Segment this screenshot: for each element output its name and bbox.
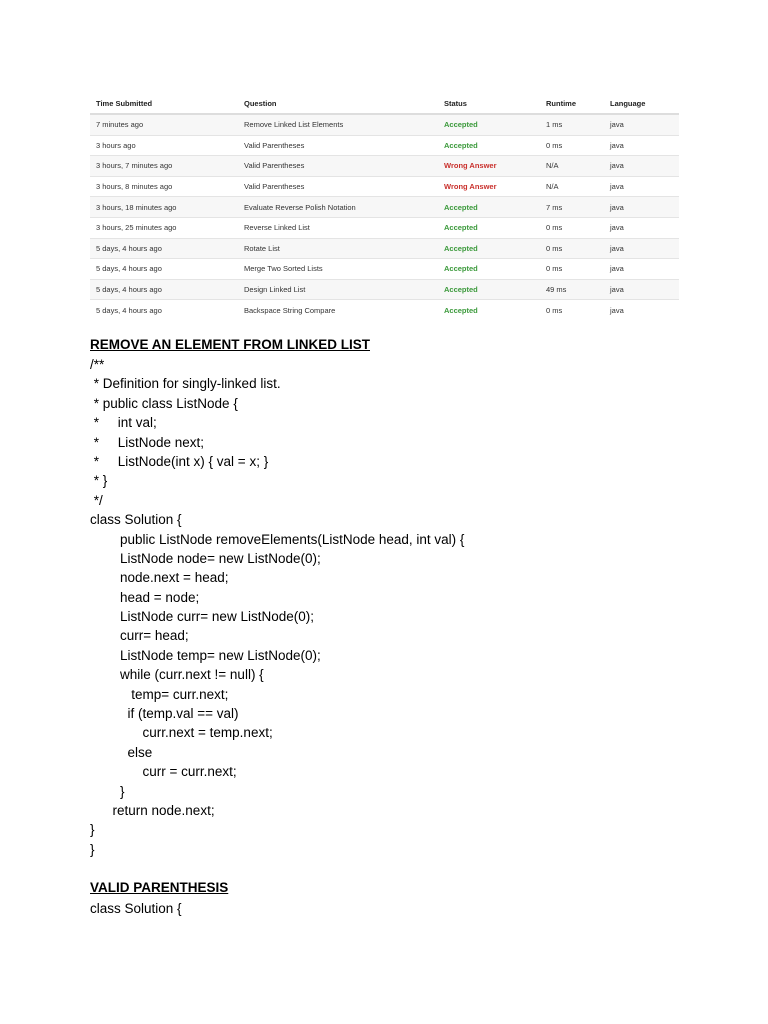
code-line: node.next = head; xyxy=(90,570,229,586)
cell-language: java xyxy=(604,259,679,280)
code-line: /** xyxy=(90,357,105,372)
cell-time-submitted: 3 hours, 25 minutes ago xyxy=(90,217,238,238)
cell-language: java xyxy=(604,300,679,320)
cell-language: java xyxy=(604,238,679,259)
code-line: class Solution { xyxy=(90,901,182,916)
section-heading-remove-element: REMOVE AN ELEMENT FROM LINKED LIST xyxy=(90,337,370,352)
code-line: class Solution { xyxy=(90,512,182,528)
code-line: else xyxy=(90,744,153,760)
cell-question-link[interactable]: Rotate List xyxy=(238,238,438,259)
table-row xyxy=(90,135,679,156)
code-line: head = node; xyxy=(90,589,200,605)
cell-runtime: 1 ms xyxy=(540,114,604,135)
cell-runtime: 0 ms xyxy=(540,135,604,156)
column-header-status: Status xyxy=(438,94,540,114)
code-block-remove-elements xyxy=(90,355,464,859)
cell-time-submitted: 7 minutes ago xyxy=(90,114,238,135)
code-line: * int val; xyxy=(90,415,157,431)
code-line: ListNode curr= new ListNode(0); xyxy=(90,609,314,625)
code-line: * Definition for singly-linked list. xyxy=(90,376,281,392)
table-row xyxy=(90,238,679,259)
table-row xyxy=(90,300,679,320)
table-header-row xyxy=(90,94,679,114)
cell-language: java xyxy=(604,156,679,177)
cell-runtime: 49 ms xyxy=(540,279,604,300)
code-line: ListNode node= new ListNode(0); xyxy=(90,550,321,566)
code-line: * public class ListNode { xyxy=(90,395,238,411)
submissions-table xyxy=(90,94,679,320)
code-line: if (temp.val == val) xyxy=(90,706,239,722)
cell-question-link[interactable]: Valid Parentheses xyxy=(238,156,438,177)
column-header-runtime: Runtime xyxy=(540,94,604,114)
cell-runtime: N/A xyxy=(540,156,604,177)
cell-runtime: 0 ms xyxy=(540,300,604,320)
cell-question-link[interactable]: Backspace String Compare xyxy=(238,300,438,320)
cell-time-submitted: 5 days, 4 hours ago xyxy=(90,238,238,259)
cell-question-link[interactable]: Reverse Linked List xyxy=(238,217,438,238)
table-row xyxy=(90,197,679,218)
cell-status[interactable]: Accepted xyxy=(438,300,540,320)
cell-time-submitted: 3 hours ago xyxy=(90,135,238,156)
cell-time-submitted: 5 days, 4 hours ago xyxy=(90,259,238,280)
table-row xyxy=(90,279,679,300)
cell-question-link[interactable]: Remove Linked List Elements xyxy=(238,114,438,135)
cell-status[interactable]: Accepted xyxy=(438,259,540,280)
cell-runtime: 0 ms xyxy=(540,238,604,259)
code-line: while (curr.next != null) { xyxy=(90,667,264,683)
cell-time-submitted: 3 hours, 8 minutes ago xyxy=(90,176,238,197)
code-line: ListNode temp= new ListNode(0); xyxy=(90,647,321,663)
cell-question-link[interactable]: Evaluate Reverse Polish Notation xyxy=(238,197,438,218)
cell-status[interactable]: Accepted xyxy=(438,217,540,238)
column-header-question: Question xyxy=(238,94,438,114)
cell-runtime: 0 ms xyxy=(540,259,604,280)
cell-language: java xyxy=(604,114,679,135)
cell-question-link[interactable]: Design Linked List xyxy=(238,279,438,300)
code-line: * ListNode(int x) { val = x; } xyxy=(90,453,269,469)
column-header-language: Language xyxy=(604,94,679,114)
code-line: } xyxy=(90,822,95,838)
cell-question-link[interactable]: Valid Parentheses xyxy=(238,176,438,197)
cell-language: java xyxy=(604,176,679,197)
cell-question-link[interactable]: Merge Two Sorted Lists xyxy=(238,259,438,280)
cell-time-submitted: 5 days, 4 hours ago xyxy=(90,300,238,320)
cell-language: java xyxy=(604,135,679,156)
code-line: curr.next = temp.next; xyxy=(90,725,273,741)
cell-status[interactable]: Accepted xyxy=(438,238,540,259)
cell-language: java xyxy=(604,279,679,300)
cell-status[interactable]: Accepted xyxy=(438,279,540,300)
table-row xyxy=(90,259,679,280)
cell-time-submitted: 5 days, 4 hours ago xyxy=(90,279,238,300)
code-line: temp= curr.next; xyxy=(90,686,229,702)
table-row xyxy=(90,114,679,135)
code-block-valid-parenthesis xyxy=(90,899,182,918)
cell-status[interactable]: Wrong Answer xyxy=(438,156,540,177)
cell-runtime: 7 ms xyxy=(540,197,604,218)
table-row xyxy=(90,176,679,197)
code-line: } xyxy=(90,841,95,857)
table-row xyxy=(90,217,679,238)
code-line: } xyxy=(90,783,125,799)
cell-status[interactable]: Accepted xyxy=(438,114,540,135)
code-line: curr= head; xyxy=(90,628,189,644)
code-line: return node.next; xyxy=(90,802,215,818)
cell-status[interactable]: Accepted xyxy=(438,197,540,218)
cell-language: java xyxy=(604,197,679,218)
cell-time-submitted: 3 hours, 7 minutes ago xyxy=(90,156,238,177)
cell-runtime: 0 ms xyxy=(540,217,604,238)
code-line: * } xyxy=(90,473,108,489)
code-line: public ListNode removeElements(ListNode head, int val) { xyxy=(90,531,465,547)
cell-status[interactable]: Wrong Answer xyxy=(438,176,540,197)
cell-question-link[interactable]: Valid Parentheses xyxy=(238,135,438,156)
cell-runtime: N/A xyxy=(540,176,604,197)
column-header-time-submitted: Time Submitted xyxy=(90,94,238,114)
code-line: */ xyxy=(90,492,103,508)
cell-language: java xyxy=(604,217,679,238)
cell-time-submitted: 3 hours, 18 minutes ago xyxy=(90,197,238,218)
table-row xyxy=(90,156,679,177)
code-line: curr = curr.next; xyxy=(90,764,237,780)
section-heading-valid-parenthesis: VALID PARENTHESIS xyxy=(90,880,229,895)
table-body xyxy=(90,114,679,320)
cell-status[interactable]: Accepted xyxy=(438,135,540,156)
code-line: * ListNode next; xyxy=(90,434,205,450)
